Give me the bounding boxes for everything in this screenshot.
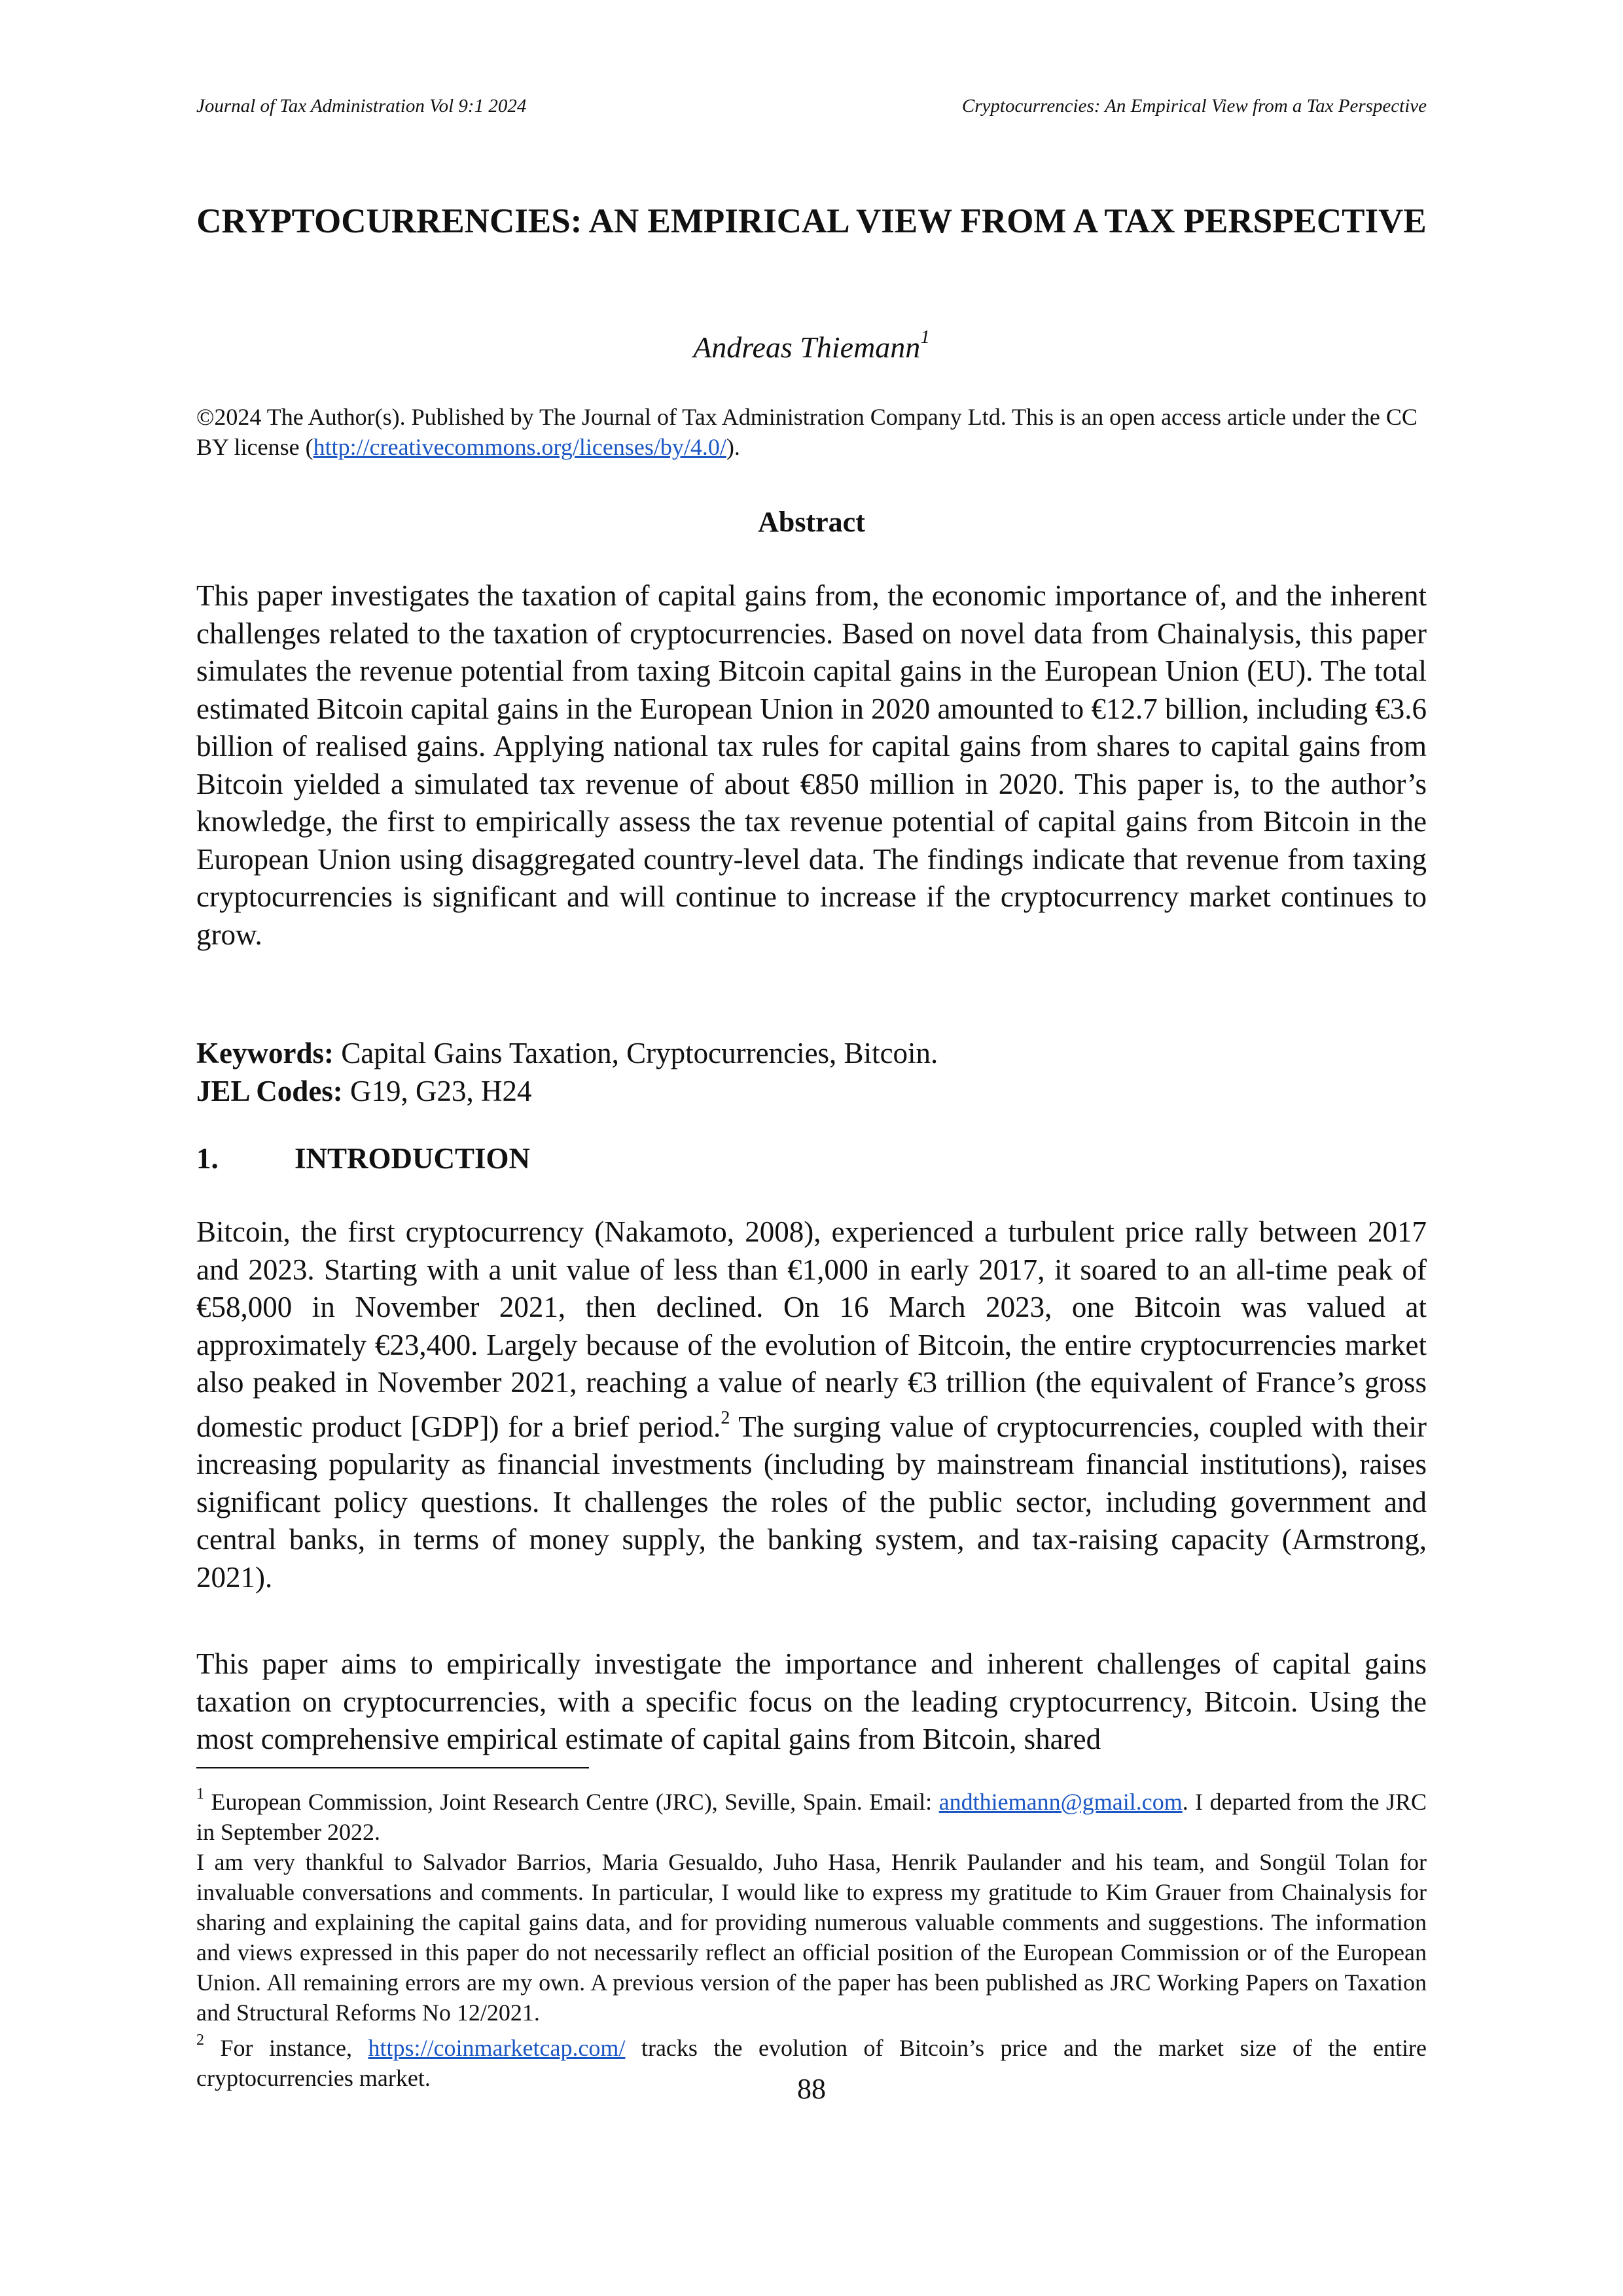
footnote-2-ref: 2 xyxy=(196,2032,204,2049)
coinmarketcap-link[interactable]: https://coinmarketcap.com/ xyxy=(368,2035,626,2061)
copyright-notice xyxy=(196,402,1427,462)
author-footnote-mark[interactable]: 1 xyxy=(920,326,930,348)
section-heading-introduction xyxy=(196,1141,1427,1175)
jel-value: G19, G23, H24 xyxy=(342,1075,532,1107)
author-name: Andreas Thiemann xyxy=(693,331,921,364)
footnote-divider xyxy=(196,1767,589,1768)
keywords-line xyxy=(196,1034,1427,1072)
footnote-2-mark[interactable]: 2 xyxy=(721,1407,730,1428)
section-title: INTRODUCTION xyxy=(294,1142,531,1175)
footnote-1 xyxy=(196,1782,1427,1847)
running-title: Cryptocurrencies: An Empirical View from a Tax Perspective xyxy=(961,96,1427,117)
author-email-link[interactable]: andthiemann@gmail.com xyxy=(938,1789,1183,1815)
intro-p1-text-cont: The surging value of cryptocurrencies, coupled with their increasing popularity as financial investments (including by mainstream financial institutions), raises significant policy questions. It challenges the roles of the public sector, including government and central banks, in terms of money supply, the banking system, and tax-raising capacity (Armstrong, 2021). xyxy=(196,1410,1427,1594)
keywords-block xyxy=(196,1034,1427,1110)
intro-p1-text: Bitcoin, the first cryptocurrency (Nakamoto, 2008), experienced a turbulent price rally between 2017 and 2023. Starting with a unit value of less than €1,000 in early 2017, it soared to an all-time peak of €58,000 in November 2021, then declined. On 16 March 2023, one Bitcoin was valued at approximately €23,400. Largely because of the evolution of Bitcoin, the entire cryptocurrencies market also peaked in November 2021, reaching a value of nearly €3 trillion (the equivalent of France’s gross domestic product [GDP]) for a brief period. xyxy=(196,1215,1427,1443)
acknowledgements: I am very thankful to Salvador Barrios, Maria Gesualdo, Juho Hasa, Henrik Paulander and his team, and Songül Tolan for invaluable conversations and comments. In particular, I would like to express my gratitude to Kim Grauer from Chainalysis for sharing and explaining the capital gains data, and for providing numerous valuable comments and suggestions. The information and views expressed in this paper do not necessarily reflect an official position of the European Commission or of the European Union. All remaining errors are my own. A previous version of the paper has been published as JRC Working Papers on Taxation and Structural Reforms No 12/2021. xyxy=(196,1849,1427,2026)
keywords-value: Capital Gains Taxation, Cryptocurrencies, Bitcoin. xyxy=(333,1037,938,1069)
copyright-text-end: ). xyxy=(726,434,740,460)
footnote-2-text: For instance, xyxy=(204,2035,368,2061)
footnote-1-mark: 1 xyxy=(196,1785,204,1803)
paper-title: CRYPTOCURRENCIES: AN EMPIRICAL VIEW FROM A TAX PERSPECTIVE xyxy=(196,202,1427,240)
journal-name: Journal of Tax Administration Vol 9:1 2024 xyxy=(196,96,527,117)
page-number: 88 xyxy=(797,2073,826,2105)
author-line xyxy=(196,326,1427,365)
intro-paragraph-2: This paper aims to empirically investigate the importance and inherent challenges of capital gains taxation on cryptocurrencies, with a specific focus on the leading cryptocurrency, Bitcoin. Using the most comprehensive empirical estimate of capital gains from Bitcoin, shared xyxy=(196,1647,1427,1755)
jel-label: JEL Codes: xyxy=(196,1075,343,1107)
license-link[interactable]: http://creativecommons.org/licenses/by/4.0/ xyxy=(313,434,726,460)
footnote-2-text-end: tracks the evolution of Bitcoin’s price and the market size of the entire cryptocurrencies market. xyxy=(196,2035,1427,2091)
footnotes xyxy=(196,1782,1427,2093)
running-header xyxy=(196,96,1427,117)
keywords-label: Keywords: xyxy=(196,1037,334,1069)
intro-paragraph-1 xyxy=(196,1213,1427,1596)
footnote-1-text: European Commission, Joint Research Centre (JRC), Seville, Spain. Email: xyxy=(204,1789,939,1815)
abstract-heading: Abstract xyxy=(758,506,865,538)
jel-line xyxy=(196,1072,1427,1110)
abstract-text: This paper investigates the taxation of capital gains from, the economic importance of, and the inherent challenges related to the taxation of cryptocurrencies. Based on novel data from Chainalysis, this paper simulates the revenue potential from taxing Bitcoin capital gains in the European Union (EU). The total estimated Bitcoin capital gains in the European Union in 2020 amounted to €12.7 billion, including €3.6 billion of realised gains. Applying national tax rules for capital gains from shares to capital gains from Bitcoin yielded a simulated tax revenue of about €850 million in 2020. This paper is, to the author’s knowledge, the first to empirically assess the tax revenue potential of capital gains from Bitcoin in the European Union using disaggregated country-level data. The findings indicate that revenue from taxing cryptocurrencies is significant and will continue to increase if the cryptocurrency market continues to grow. xyxy=(196,579,1427,951)
copyright-text: ©2024 The Author(s). Published by The Journal of Tax Administration Company Ltd. This is an open access article under the CC BY license ( xyxy=(196,404,1418,460)
footnote-1-text-end: . I departed from the JRC in September 2022. xyxy=(196,1789,1427,1845)
section-number: 1. xyxy=(196,1142,219,1175)
